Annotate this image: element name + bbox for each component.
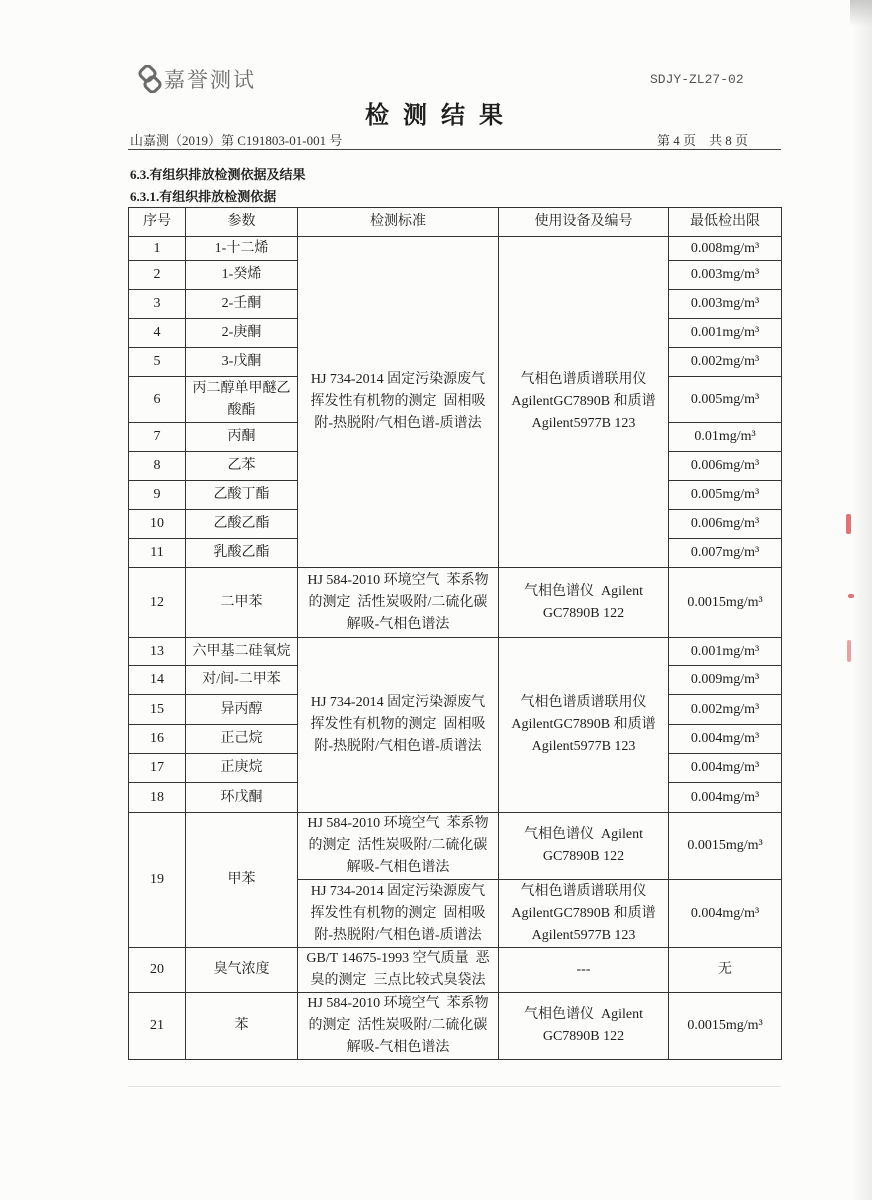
row-no: 17 <box>129 754 186 783</box>
method-standard: GB/T 14675-1993 空气质量 恶 臭的测定 三点比较式臭袋法 <box>298 948 499 993</box>
document-code: SDJY-ZL27-02 <box>650 72 744 87</box>
row-limit: 0.004mg/m³ <box>669 880 782 948</box>
row-param: 苯 <box>186 993 298 1060</box>
row-no: 4 <box>129 319 186 348</box>
row-limit: 0.01mg/m³ <box>669 423 782 452</box>
seal-fragment <box>848 594 854 598</box>
report-number: 山嘉测（2019）第 C191803-01-001 号 <box>130 133 343 148</box>
method-standard: HJ 584-2010 环境空气 苯系物 的测定 活性炭吸附/二硫化碳 解吸-气相色谱法 <box>298 993 499 1060</box>
section-heading: 6.3.有组织排放检测依据及结果 <box>130 167 306 182</box>
header-limit: 最低检出限 <box>669 208 782 237</box>
row-no: 13 <box>129 638 186 666</box>
row-param: 甲苯 <box>186 813 298 948</box>
row-no: 2 <box>129 261 186 290</box>
row-no: 18 <box>129 783 186 813</box>
method-equipment: 气相色谱质谱联用仪 AgilentGC7890B 和质谱 Agilent5977B 123 <box>499 237 669 568</box>
row-param: 环戊酮 <box>186 783 298 813</box>
row-no: 11 <box>129 539 186 568</box>
row-param: 丙二醇单甲醚乙酸酯 <box>186 377 298 423</box>
seal-fragment <box>846 514 851 534</box>
row-param: 2-庚酮 <box>186 319 298 348</box>
table-row <box>129 568 782 638</box>
row-limit: 0.006mg/m³ <box>669 510 782 539</box>
row-no: 14 <box>129 666 186 695</box>
row-limit: 0.003mg/m³ <box>669 261 782 290</box>
row-limit: 0.006mg/m³ <box>669 452 782 481</box>
row-param: 乙酸乙酯 <box>186 510 298 539</box>
row-param: 1-癸烯 <box>186 261 298 290</box>
method-standard: HJ 734-2014 固定污染源废气 挥发性有机物的测定 固相吸 附-热脱附/气相色谱-质谱法 <box>298 880 499 948</box>
row-limit: 0.008mg/m³ <box>669 237 782 261</box>
row-no: 6 <box>129 377 186 423</box>
row-no: 9 <box>129 481 186 510</box>
method-standard: HJ 734-2014 固定污染源废气 挥发性有机物的测定 固相吸 附-热脱附/气相色谱-质谱法 <box>298 237 499 568</box>
table-row <box>129 638 782 666</box>
row-no: 10 <box>129 510 186 539</box>
row-no: 15 <box>129 695 186 725</box>
row-no: 16 <box>129 725 186 754</box>
logo-icon <box>138 65 162 93</box>
row-limit: 0.002mg/m³ <box>669 348 782 377</box>
row-param: 臭气浓度 <box>186 948 298 993</box>
row-param: 六甲基二硅氧烷 <box>186 638 298 666</box>
scan-edge-shadow <box>852 0 872 1200</box>
row-no: 8 <box>129 452 186 481</box>
row-no: 21 <box>129 993 186 1060</box>
row-limit: 0.002mg/m³ <box>669 695 782 725</box>
row-param: 乙苯 <box>186 452 298 481</box>
method-equipment: 气相色谱仪 Agilent GC7890B 122 <box>499 993 669 1060</box>
seal-fragment <box>847 640 851 662</box>
table-row <box>129 993 782 1060</box>
method-equipment: --- <box>499 948 669 993</box>
row-param: 正庚烷 <box>186 754 298 783</box>
row-limit: 0.001mg/m³ <box>669 638 782 666</box>
header-standard: 检测标准 <box>298 208 499 237</box>
row-limit: 0.0015mg/m³ <box>669 993 782 1060</box>
method-standard: HJ 584-2010 环境空气 苯系物 的测定 活性炭吸附/二硫化碳 解吸-气相色谱法 <box>298 568 499 638</box>
row-param: 2-壬酮 <box>186 290 298 319</box>
subsection-heading: 6.3.1.有组织排放检测依据 <box>130 189 277 204</box>
logo-text: 嘉誉测试 <box>164 68 256 92</box>
row-param: 1-十二烯 <box>186 237 298 261</box>
row-limit: 0.005mg/m³ <box>669 377 782 423</box>
footer-divider <box>128 1086 781 1087</box>
table-header-row <box>129 208 782 237</box>
table-row <box>129 948 782 993</box>
row-param: 乳酸乙酯 <box>186 539 298 568</box>
row-limit: 无 <box>669 948 782 993</box>
method-equipment: 气相色谱仪 Agilent GC7890B 122 <box>499 813 669 880</box>
method-standard: HJ 584-2010 环境空气 苯系物 的测定 活性炭吸附/二硫化碳 解吸-气相色谱法 <box>298 813 499 880</box>
method-equipment: 气相色谱仪 Agilent GC7890B 122 <box>499 568 669 638</box>
table-row <box>129 237 782 261</box>
company-logo <box>138 64 256 94</box>
row-param: 二甲苯 <box>186 568 298 638</box>
row-limit: 0.005mg/m³ <box>669 481 782 510</box>
row-no: 19 <box>129 813 186 948</box>
header-param: 参数 <box>186 208 298 237</box>
method-standard: HJ 734-2014 固定污染源废气 挥发性有机物的测定 固相吸 附-热脱附/气相色谱-质谱法 <box>298 638 499 813</box>
row-limit: 0.004mg/m³ <box>669 725 782 754</box>
row-limit: 0.0015mg/m³ <box>669 813 782 880</box>
method-equipment: 气相色谱质谱联用仪 AgilentGC7890B 和质谱 Agilent5977B 123 <box>499 880 669 948</box>
row-param: 异丙醇 <box>186 695 298 725</box>
row-param: 正己烷 <box>186 725 298 754</box>
header-equipment: 使用设备及编号 <box>499 208 669 237</box>
header-no: 序号 <box>129 208 186 237</box>
scan-corner-shadow <box>850 0 872 26</box>
row-param: 丙酮 <box>186 423 298 452</box>
row-limit: 0.0015mg/m³ <box>669 568 782 638</box>
row-limit: 0.001mg/m³ <box>669 319 782 348</box>
method-equipment: 气相色谱质谱联用仪 AgilentGC7890B 和质谱 Agilent5977B 123 <box>499 638 669 813</box>
row-no: 12 <box>129 568 186 638</box>
row-param: 乙酸丁酯 <box>186 481 298 510</box>
row-limit: 0.003mg/m³ <box>669 290 782 319</box>
row-no: 5 <box>129 348 186 377</box>
row-limit: 0.007mg/m³ <box>669 539 782 568</box>
row-no: 1 <box>129 237 186 261</box>
row-limit: 0.009mg/m³ <box>669 666 782 695</box>
row-no: 20 <box>129 948 186 993</box>
row-no: 3 <box>129 290 186 319</box>
row-param: 3-戊酮 <box>186 348 298 377</box>
row-limit: 0.004mg/m³ <box>669 754 782 783</box>
row-no: 7 <box>129 423 186 452</box>
detection-basis-table <box>128 207 782 1060</box>
row-param: 对/间-二甲苯 <box>186 666 298 695</box>
table-row <box>129 813 782 880</box>
page-title: 检 测 结 果 <box>365 103 507 129</box>
page-number: 第 4 页 共 8 页 <box>656 133 748 148</box>
row-limit: 0.004mg/m³ <box>669 783 782 813</box>
header-divider <box>128 149 781 150</box>
